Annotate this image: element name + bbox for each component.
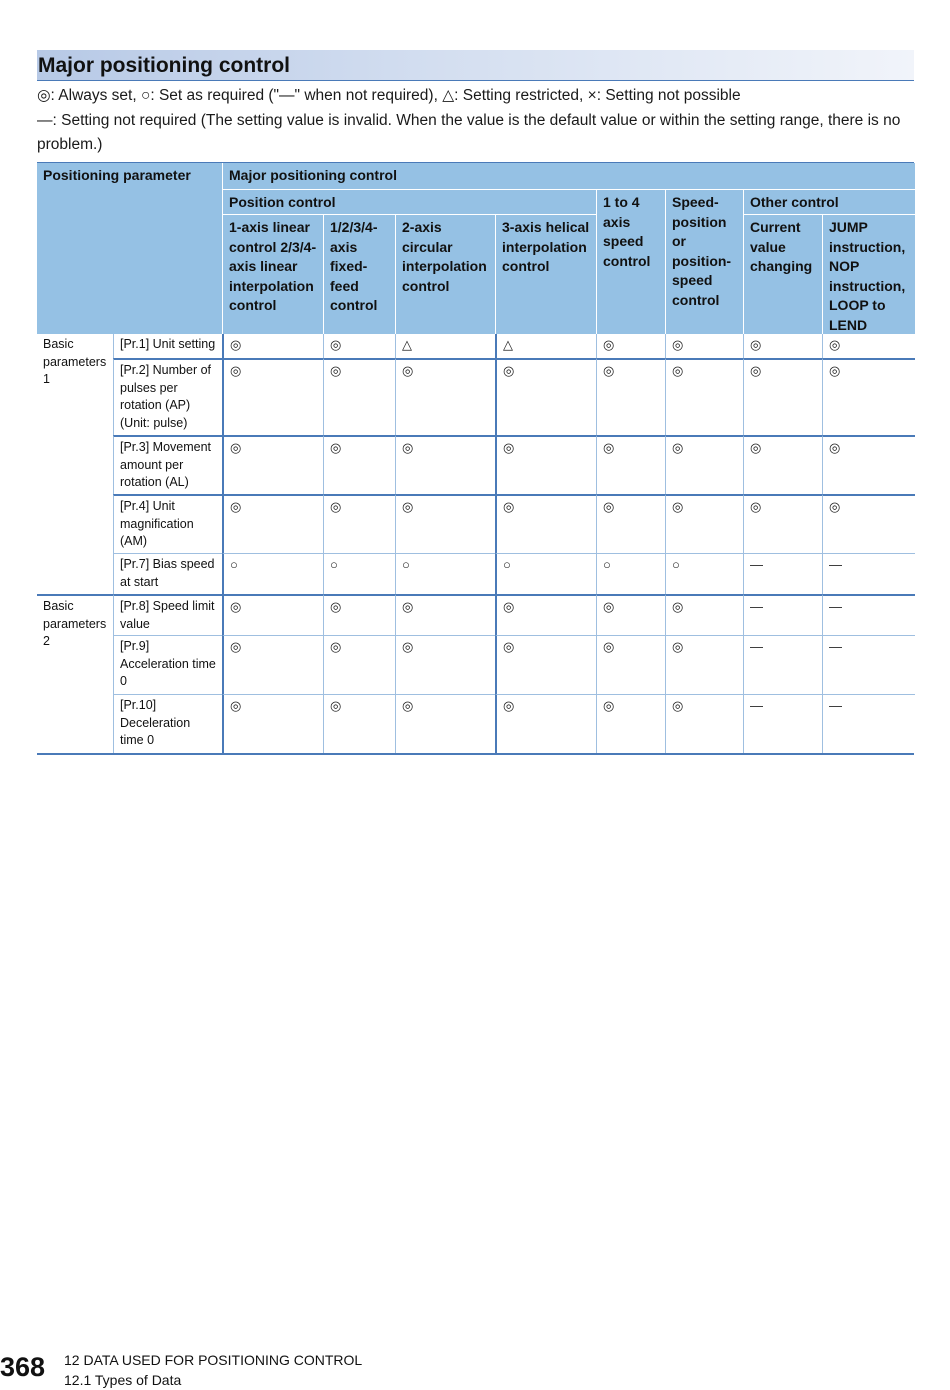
positioning-parameter-table [37,162,914,755]
setting-mark: ◎ [665,694,743,753]
header-3axis-helical: 3-axis helical interpolation control [495,214,596,334]
setting-mark: ◎ [323,635,395,694]
header-position-control: Position control [222,189,596,214]
header-jump-instruction: JUMP instruction, NOP instruction, LOOP to LEND [822,214,915,334]
footer-chapter-info [64,1350,362,1390]
setting-mark: ◎ [665,334,743,358]
header-other-control: Other control [743,189,915,214]
setting-mark: ○ [323,553,395,594]
setting-mark: ◎ [222,358,323,435]
setting-mark: ◎ [665,594,743,635]
setting-mark: ◎ [323,435,395,494]
setting-mark: ◎ [222,334,323,358]
setting-mark: — [743,553,822,594]
setting-mark: ◎ [495,494,596,553]
setting-mark: ○ [495,553,596,594]
setting-mark: — [822,594,915,635]
header-2axis-circular: 2-axis circular interpolation control [395,214,495,334]
legend-line-2: —: Setting not required (The setting value is invalid. When the value is the default value or within the setting range, there is no problem.) [37,111,901,153]
setting-mark: ◎ [665,435,743,494]
setting-mark: ○ [596,553,665,594]
header-speed-position-control: Speed-position or position-speed control [665,189,743,334]
param-name: [Pr.3] Movement amount per rotation (AL) [113,435,222,494]
group-basic-parameters-2: Basic parameters 2 [37,594,113,753]
setting-mark: ◎ [596,494,665,553]
setting-mark: ◎ [822,334,915,358]
header-current-value-changing: Current value changing [743,214,822,334]
setting-mark: ◎ [222,594,323,635]
header-major-positioning-control: Major positioning control [222,163,915,189]
setting-mark: ◎ [596,435,665,494]
setting-mark: ◎ [822,358,915,435]
param-name: [Pr.1] Unit setting [113,334,222,358]
setting-mark: ○ [222,553,323,594]
setting-mark: ◎ [395,358,495,435]
setting-mark: ◎ [222,635,323,694]
legend-line-1: ◎: Always set, ○: Set as required ("—" when not required), △: Setting restricted, ×: Setting not possible [37,87,741,104]
setting-mark: ◎ [395,635,495,694]
footer-chapter: 12 DATA USED FOR POSITIONING CONTROL [64,1352,363,1368]
setting-mark: ◎ [222,694,323,753]
setting-mark: ◎ [665,635,743,694]
section-title: Major positioning control [38,54,290,77]
setting-mark: ◎ [323,494,395,553]
setting-mark: ◎ [822,494,915,553]
setting-mark: ◎ [495,358,596,435]
setting-mark: — [822,553,915,594]
setting-mark: ◎ [822,435,915,494]
setting-mark: ◎ [323,334,395,358]
setting-mark: ◎ [323,358,395,435]
setting-mark: ◎ [743,358,822,435]
setting-mark: ◎ [665,494,743,553]
setting-mark: ◎ [495,435,596,494]
setting-mark: ◎ [743,494,822,553]
param-name: [Pr.7] Bias speed at start [113,553,222,594]
setting-mark: ◎ [222,435,323,494]
setting-mark: ◎ [395,494,495,553]
header-positioning-parameter: Positioning parameter [37,163,222,334]
setting-mark: ◎ [596,358,665,435]
setting-mark: ◎ [323,594,395,635]
page-number: 368 [0,1352,46,1382]
setting-mark: ◎ [395,594,495,635]
setting-mark: ◎ [596,334,665,358]
setting-mark: — [822,694,915,753]
param-name: [Pr.2] Number of pulses per rotation (AP) (Unit: pulse) [113,358,222,435]
setting-mark: ◎ [665,358,743,435]
setting-mark: ◎ [495,694,596,753]
setting-mark: — [743,594,822,635]
param-name: [Pr.9] Acceleration time 0 [113,635,222,694]
setting-mark: ◎ [222,494,323,553]
setting-mark: ○ [665,553,743,594]
setting-mark: △ [395,334,495,358]
setting-mark: — [822,635,915,694]
header-speed-control: 1 to 4 axis speed control [596,189,665,334]
setting-mark: — [743,694,822,753]
section-title-bar [37,50,914,81]
param-name: [Pr.4] Unit magnification (AM) [113,494,222,553]
setting-mark: ◎ [495,635,596,694]
header-1axis-linear: 1-axis linear control 2/3/4-axis linear interpolation control [222,214,323,334]
setting-mark: ◎ [596,694,665,753]
param-name: [Pr.8] Speed limit value [113,594,222,635]
setting-mark: ◎ [743,435,822,494]
setting-mark: — [743,635,822,694]
group-basic-parameters-1: Basic parameters 1 [37,334,113,594]
header-fixed-feed: 1/2/3/4-axis fixed-feed control [323,214,395,334]
setting-mark: △ [495,334,596,358]
setting-mark: ◎ [495,594,596,635]
setting-mark: ◎ [395,435,495,494]
setting-mark: ◎ [743,334,822,358]
setting-mark: ○ [395,553,495,594]
param-name: [Pr.10] Deceleration time 0 [113,694,222,753]
footer-section: 12.1 Types of Data [64,1372,182,1388]
setting-mark: ◎ [596,594,665,635]
setting-mark: ◎ [323,694,395,753]
setting-mark: ◎ [395,694,495,753]
legend [37,84,917,158]
setting-mark: ◎ [596,635,665,694]
